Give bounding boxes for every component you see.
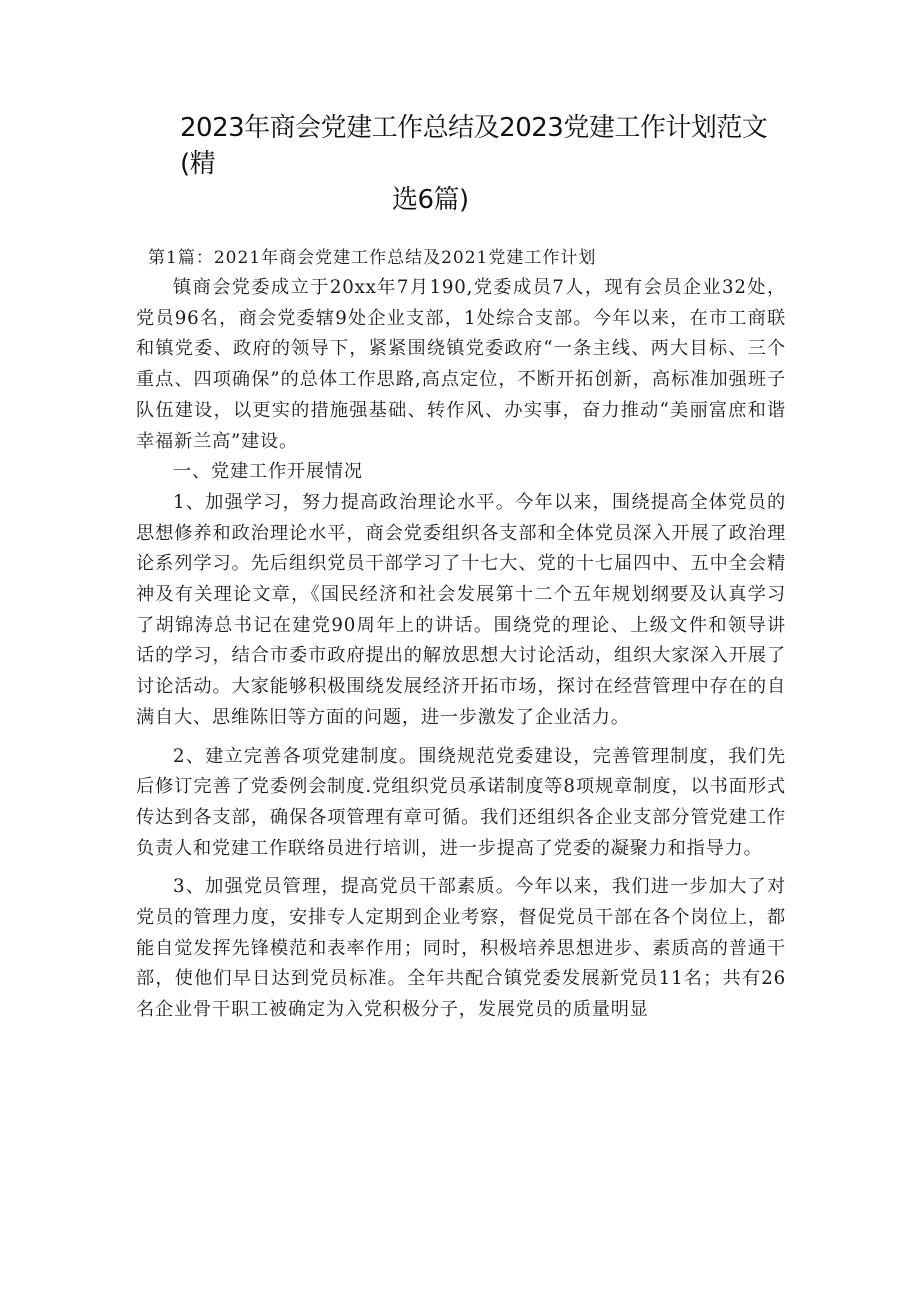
paragraph-management: 3、加强党员管理，提高党员干部素质。今年以来，我们进一步加大了对党员的管理力度，安排专人定期到企业考察，督促党员干部在各个岗位上，都能自觉发挥先锋模范和表率作用；同时，积极培养思想进步、素质高的普通干部，使他们早日达到党员标准。全年共配合镇党委发展新党员11名；共有26名企业骨干职工被确定为入党积极分子，发展党员的质量明显: [136, 876, 786, 1021]
document-title: [180, 110, 800, 218]
title-line-1: 2023年商会党建工作总结及2023党建工作计划范文(精: [180, 113, 768, 179]
title-line-2: 选6篇): [392, 185, 469, 215]
article-subtitle: 第1篇：2021年商会党建工作总结及2021党建工作计划: [148, 248, 597, 268]
paragraph-intro: 镇商会党委成立于20xx年7月190,党委成员7人，现有会员企业32处，党员96名，商会党委辖9处企业支部，1处综合支部。今年以来，在市工商联和镇党委、政府的领导下，紧紧围绕镇党委政府“一条主线、两大目标、三个重点、四项确保”的总体工作思路,高点定位，不断开拓创新，高标准加强班子队伍建设，以更实的措施强基础、转作风、办实事，奋力推动“美丽富庶和谐幸福新兰高”建设。: [136, 277, 786, 452]
document-body: [136, 243, 786, 1026]
paragraph-study: 1、加强学习，努力提高政治理论水平。今年以来，围绕提高全体党员的思想修养和政治理论水平，商会党委组织各支部和全体党员深入开展了政治理论系列学习。先后组织党员干部学习了十七大、党的十七届四中、五中全会精神及有关理论文章，《国民经济和社会发展第十二个五年规划纲要及认真学习了胡锦涛总书记在建党90周年上的讲话。围绕党的理论、上级文件和领导讲话的学习，结合市委市政府提出的解放思想大讨论活动，组织大家深入开展了讨论活动。大家能够积极围绕发展经济开拓市场，探讨在经营管理中存在的自满自大、思维陈旧等方面的问题，进一步激发了企业活力。: [136, 491, 786, 728]
paragraph-system: 2、建立完善各项党建制度。围绕规范党委建设，完善管理制度，我们先后修订完善了党委例会制度.党组织党员承诺制度等8项规章制度，以书面形式传达到各支部，确保各项管理有章可循。我们还组织各企业支部分管党建工作负责人和党建工作联络员进行培训，进一步提高了党委的凝聚力和指导力。: [136, 745, 786, 859]
section-heading: 一、党建工作开展情况: [173, 461, 363, 483]
